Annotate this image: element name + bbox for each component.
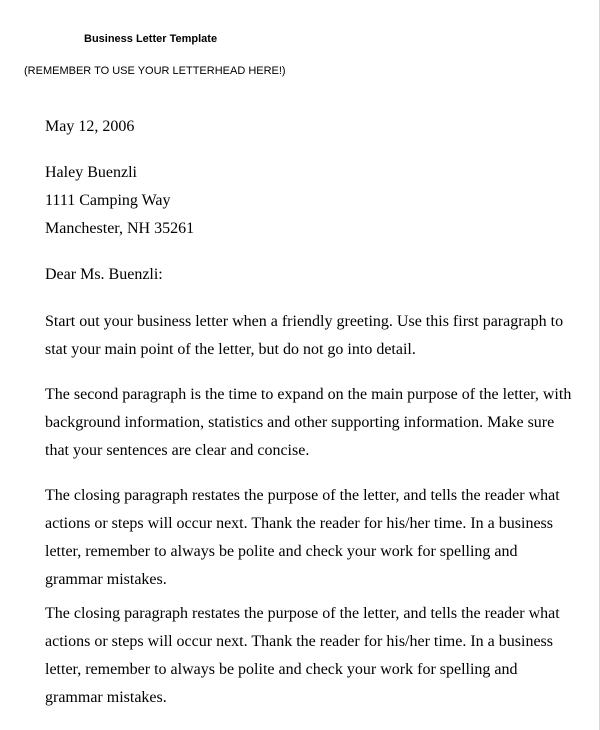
- paragraph-4: [45, 600, 585, 712]
- salutation: [45, 261, 585, 289]
- date-line: May 12, 2006: [45, 118, 135, 135]
- recipient-name: Haley Buenzli: [45, 164, 137, 181]
- recipient-address: [45, 159, 585, 243]
- paragraph-line: background information, statistics and other supporting information. Make sure: [45, 414, 555, 431]
- recipient-street: 1111 Camping Way: [45, 192, 171, 209]
- paragraph-line: The closing paragraph restates the purpose of the letter, and tells the reader what: [45, 605, 560, 622]
- letter-date: [45, 113, 585, 141]
- paragraph-line: actions or steps will occur next. Thank the reader for his/her time. In a business: [45, 515, 554, 532]
- paragraph-line: Start out your business letter when a friendly greeting. Use this first paragraph to: [45, 313, 564, 330]
- paragraph-line: stat your main point of the letter, but do not go into detail.: [45, 341, 416, 358]
- paragraph-1: [45, 308, 585, 364]
- paragraph-3: [45, 482, 585, 594]
- paragraph-line: The second paragraph is the time to expand on the main purpose of the letter, with: [45, 386, 572, 403]
- letterhead-reminder: (REMEMBER TO USE YOUR LETTERHEAD HERE!): [24, 65, 286, 77]
- template-title: Business Letter Template: [84, 33, 218, 45]
- paragraph-line: grammar mistakes.: [45, 571, 167, 588]
- paragraph-line: letter, remember to always be polite and check your work for spelling and: [45, 543, 518, 560]
- recipient-city: Manchester, NH 35261: [45, 220, 195, 237]
- paragraph-line: that your sentences are clear and concise.: [45, 442, 310, 459]
- paragraph-line: grammar mistakes.: [45, 689, 167, 706]
- salutation-line: Dear Ms. Buenzli:: [45, 266, 163, 283]
- paragraph-line: The closing paragraph restates the purpose of the letter, and tells the reader what: [45, 487, 560, 504]
- paragraph-2: [45, 381, 585, 465]
- paragraph-line: letter, remember to always be polite and check your work for spelling and: [45, 661, 518, 678]
- paragraph-line: actions or steps will occur next. Thank the reader for his/her time. In a business: [45, 633, 554, 650]
